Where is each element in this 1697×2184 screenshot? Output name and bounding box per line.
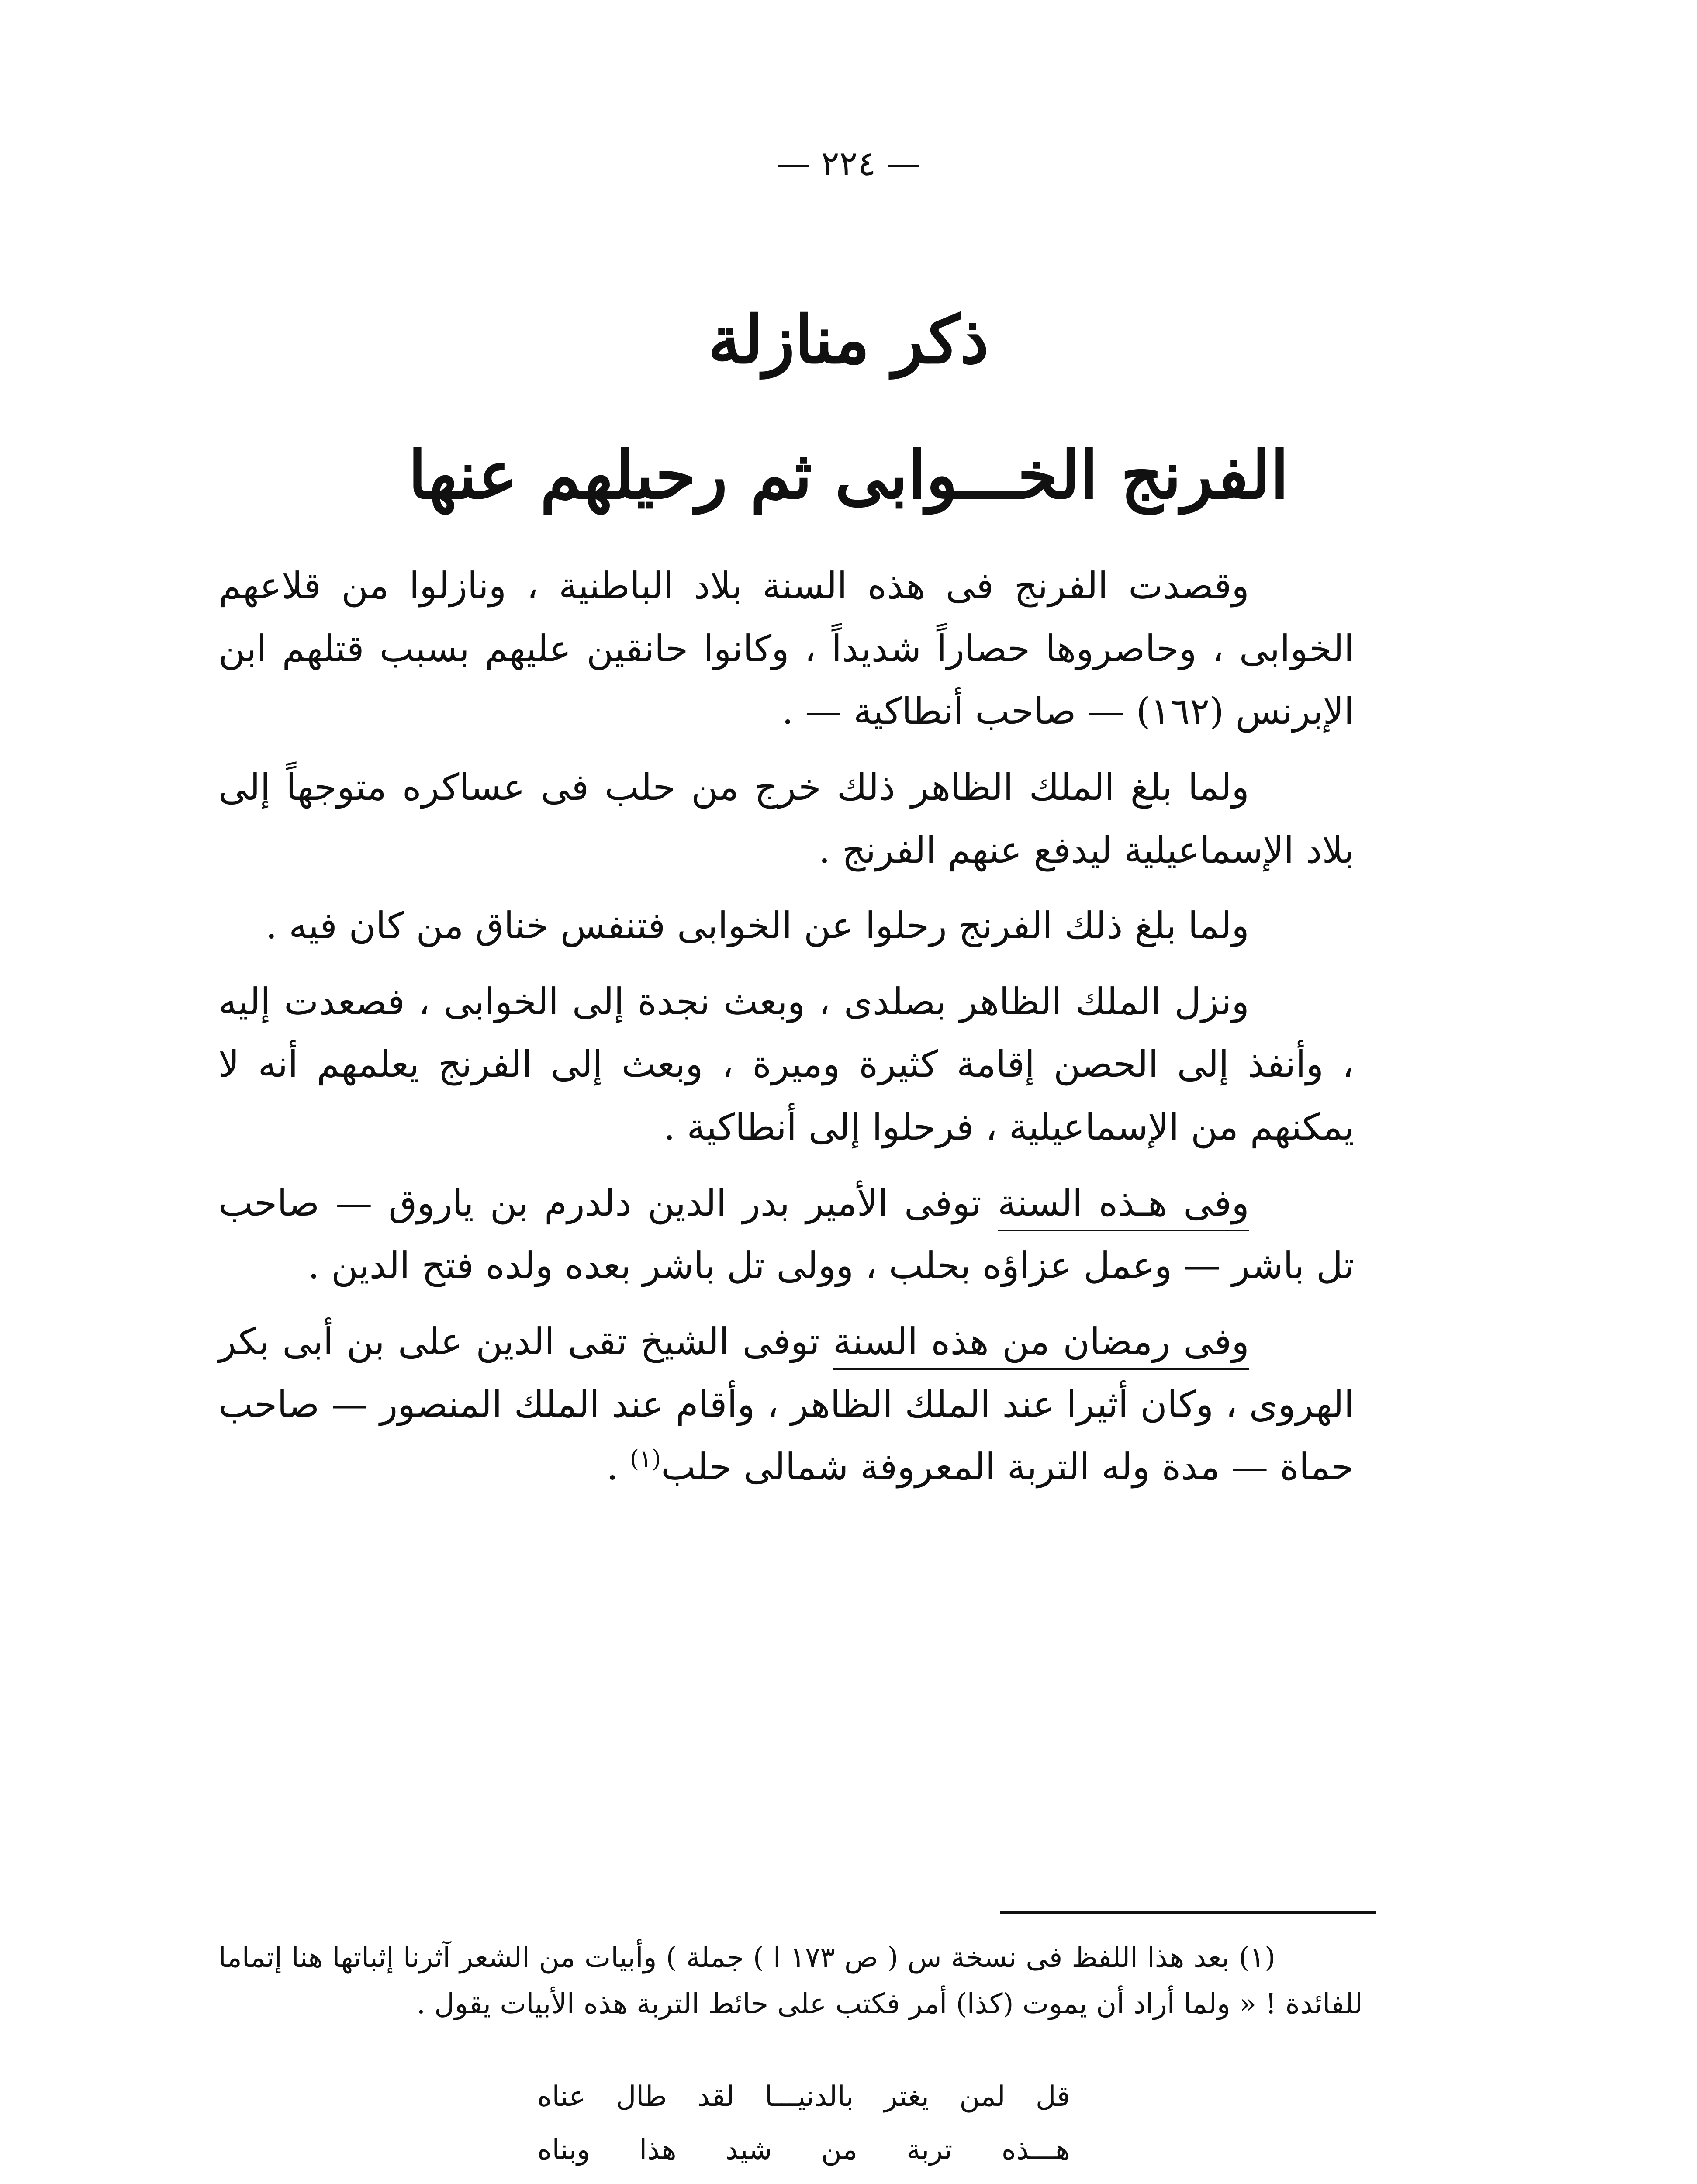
body-text xyxy=(218,555,1354,1512)
footnote-reference: (١) xyxy=(630,1445,661,1473)
footnote-poem xyxy=(537,2070,1070,2184)
underlined-phrase: وفى هـذه السنة xyxy=(997,1181,1249,1224)
chapter-title-line-2: الفرنج الخـــوابى ثم رحيلهم عنها xyxy=(408,437,1289,514)
poem-line xyxy=(537,2177,1070,2184)
paragraph: وقصدت الفرنج فى هذه السنة بلاد الباطنية ، ونازلوا من قلاعهم الخوابى ، وحاصروها حصاراً شديداً ، وكانوا حانقين عليهم بسبب قتلهم ابن الإبرنس (١٦٢) — صاحب أنطاكية — . xyxy=(218,564,1354,733)
poem-line: قل لمن يغتر بالدنيـــا لقد طال عناه xyxy=(537,2080,1070,2113)
paragraph: ونزل الملك الظاهر بصلدى ، وبعث نجدة إلى الخوابى ، فصعدت إليه ، وأنفذ إلى الحصن إقامة كثيرة وميرة ، وبعث إلى الفرنج يعلمهم أنه لا يمكنهم من الإسماعيلية ، فرحلوا إلى أنطاكية . xyxy=(218,980,1354,1148)
page-number: — ٢٢٤ — xyxy=(776,144,921,183)
paragraph xyxy=(218,1310,1354,1499)
paragraph: ولما بلغ الملك الظاهر ذلك خرج من حلب فى عساكره متوجهاً إلى بلاد الإسماعيلية ليدفع عنهم الفرنج . xyxy=(218,765,1354,871)
paragraph-end: . xyxy=(606,1445,630,1489)
poem-line: هـــذه تربة من شيد هذا وبناه xyxy=(537,2133,1070,2166)
paragraph-text: توفى الأمير بدر الدين دلدرم بن ياروق — صاحب تل باشر — وعمل عزاؤه بحلب ، وولى تل باشر بعده ولده فتح الدين . xyxy=(218,1181,1354,1287)
paragraph: ولما بلغ ذلك الفرنج رحلوا عن الخوابى فتنفس خناق من كان فيه . xyxy=(265,904,1249,947)
footnote-separator xyxy=(1000,1911,1376,1914)
footnote-text: (١) بعد هذا اللفظ فى نسخة س ( ص ١٧٣ ا ) جملة ) وأبيات من الشعر آثرنا إثباتها هنا إتماما للفائدة ! « ولما أراد أن يموت (كذا) أمر فكتب على حائط التربة هذه الأبيات يقول . xyxy=(218,1942,1363,2020)
chapter-title-line-1: ذكر منازلة xyxy=(708,301,989,378)
paragraph-text: توفى الشيخ تقى الدين على بن أبى بكر الهروى ، وكان أثيرا عند الملك الظاهر ، وأقام عند الملك المنصور — صاحب حماة — مدة وله التربة المعروفة شمالى حلب xyxy=(218,1320,1354,1489)
paragraph xyxy=(218,1172,1354,1297)
underlined-phrase: وفى رمضان من هذه السنة xyxy=(833,1320,1249,1363)
footnote xyxy=(218,1935,1363,2027)
